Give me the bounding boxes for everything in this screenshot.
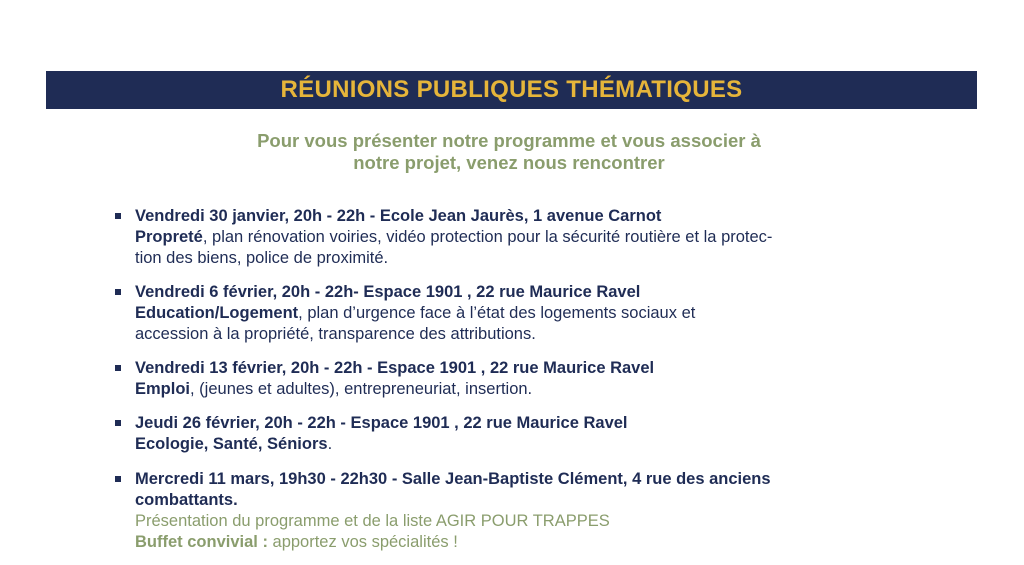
bullet-icon [115, 213, 121, 219]
event-title-line-2: combattants. [135, 491, 238, 509]
bullet-icon [115, 289, 121, 295]
event-description [135, 434, 915, 455]
bullet-icon [115, 365, 121, 371]
event-description [135, 227, 915, 248]
event-description-line-2: tion des biens, police de proximité. [135, 249, 389, 267]
event-buffet [135, 532, 915, 553]
list-item [115, 206, 915, 269]
bullet-icon [115, 420, 121, 426]
event-title: Jeudi 26 février, 20h - 22h - Espace 1901 , 22 rue Maurice Ravel [135, 414, 628, 432]
event-description [135, 379, 915, 400]
event-description-text: , plan d’urgence face à l’état des logements sociaux et [298, 304, 696, 322]
buffet-label: Buffet convivial : [135, 533, 268, 551]
buffet-text: apportez vos spécialités ! [267, 533, 458, 551]
page-title: RÉUNIONS PUBLIQUES THÉMATIQUES [280, 76, 743, 103]
list-item [115, 358, 915, 400]
event-description-text: , plan rénovation voiries, vidéo protection pour la sécurité routière et la protec- [202, 228, 773, 246]
event-description-text: . [327, 435, 333, 453]
bullet-icon [115, 476, 121, 482]
event-topic: Education/Logement [135, 304, 299, 322]
event-title: Mercredi 11 mars, 19h30 - 22h30 - Salle Jean-Baptiste Clément, 4 rue des anciens [135, 470, 771, 488]
event-topic: Ecologie, Santé, Séniors [135, 435, 328, 453]
list-item [115, 469, 915, 553]
event-presentation: Présentation du programme et de la liste AGIR POUR TRAPPES [135, 512, 610, 530]
list-item [115, 413, 915, 455]
event-description-line-2: accession à la propriété, transparence des attributions. [135, 325, 536, 343]
subtitle-line-2: notre projet, venez nous rencontrer [353, 152, 665, 173]
list-item [115, 282, 915, 345]
event-title: Vendredi 30 janvier, 20h - 22h - Ecole Jean Jaurès, 1 avenue Carnot [135, 207, 662, 225]
subtitle-line-1: Pour vous présenter notre programme et vous associer à [257, 130, 761, 151]
event-topic: Emploi [135, 380, 191, 398]
event-topic: Propreté [135, 228, 203, 246]
event-description [135, 303, 915, 324]
event-title: Vendredi 6 février, 20h - 22h- Espace 1901 , 22 rue Maurice Ravel [135, 283, 641, 301]
event-description-text: , (jeunes et adultes), entrepreneuriat, insertion. [190, 380, 533, 398]
event-title: Vendredi 13 février, 20h - 22h - Espace 1901 , 22 rue Maurice Ravel [135, 359, 655, 377]
